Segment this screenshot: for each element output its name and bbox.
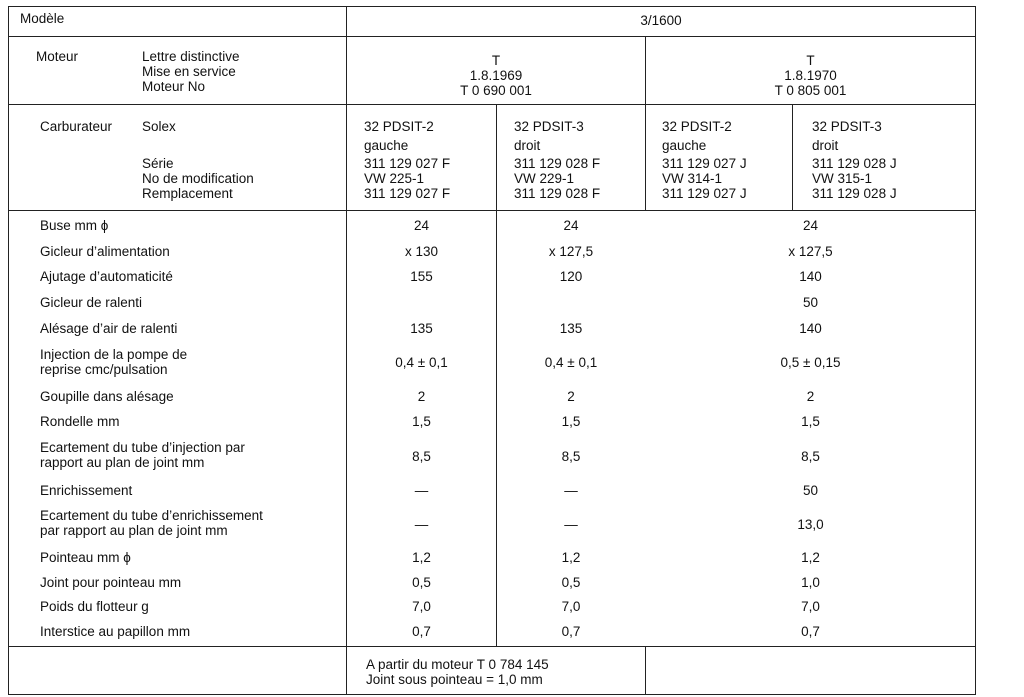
label-column-divider — [346, 6, 347, 695]
spec-value-b: 120 — [559, 269, 583, 284]
spec-value-a: — — [414, 517, 429, 532]
spec-label: Interstice au papillon mm — [40, 624, 191, 639]
spec-value-b: 135 — [559, 321, 583, 336]
spec-label: Ecartement du tube d’injection par rapport au plan de joint mm — [40, 440, 245, 470]
carburetor-details: 311 129 028 J VW 315-1 311 129 028 J — [812, 156, 897, 201]
engine-field-labels: Lettre distinctive Mise en service Moteur No — [142, 49, 240, 94]
carburetor-brand: Solex — [142, 119, 176, 134]
spec-value-c: 8,5 — [801, 449, 820, 464]
spec-label: Ecartement du tube d’enrichissement par rapport au plan de joint mm — [40, 508, 263, 538]
spec-value-a: 155 — [410, 269, 433, 284]
spec-label: Poids du flotteur g — [40, 599, 149, 614]
spec-value-a: 0,4 ± 0,1 — [395, 355, 448, 370]
carburetor-model: 32 PDSIT-2 — [364, 119, 434, 134]
engine-divider — [8, 104, 976, 105]
spec-value-c: 1,5 — [801, 414, 820, 429]
carburetor-details: 311 129 027 F VW 225-1 311 129 027 F — [364, 156, 451, 201]
spec-value-c: 50 — [802, 483, 819, 498]
engine-label: Moteur — [36, 49, 79, 64]
spec-value-a: 135 — [410, 321, 433, 336]
spec-value-c: 1,0 — [801, 575, 820, 590]
spec-value-c: x 127,5 — [788, 244, 833, 259]
spec-value-c: 2 — [806, 389, 815, 404]
spec-value-b: 24 — [563, 218, 579, 233]
spec-label: Buse mm ϕ — [40, 218, 109, 233]
spec-label: Gicleur d’alimentation — [40, 244, 170, 259]
spec-value-c: 7,0 — [801, 599, 820, 614]
spec-value-b: 7,0 — [561, 599, 581, 614]
spec-label: Rondelle mm — [40, 414, 120, 429]
spec-label: Goupille dans alésage — [40, 389, 174, 404]
spec-value-b: 2 — [567, 389, 575, 404]
carburetor-divider — [8, 210, 976, 211]
spec-label: Gicleur de ralenti — [40, 295, 143, 310]
spec-value-b: 0,7 — [561, 624, 581, 639]
carb-divider-2 — [645, 104, 646, 210]
carburetor-details: 311 129 028 F VW 229-1 311 129 028 F — [514, 156, 601, 201]
carburetor-label: Carburateur — [40, 119, 113, 134]
spec-value-b: 0,5 — [561, 575, 581, 590]
spec-value-a: 0,5 — [412, 575, 431, 590]
spec-value-c: 13,0 — [797, 517, 824, 532]
carb-divider-3 — [792, 104, 793, 210]
spec-value-a: — — [414, 483, 429, 498]
spec-label: Joint pour pointeau mm — [40, 575, 182, 590]
table-left-border — [8, 6, 9, 695]
spec-value-c: 0,7 — [801, 624, 820, 639]
model-value: 3/1600 — [640, 13, 682, 28]
footnote-right-divider — [645, 646, 646, 695]
spec-value-b: 0,4 ± 0,1 — [544, 355, 598, 370]
spec-label: Alésage d’air de ralenti — [40, 321, 178, 336]
table-top-border — [8, 6, 976, 7]
spec-value-a: 7,0 — [412, 599, 431, 614]
spec-value-a: 8,5 — [412, 449, 431, 464]
table-bottom-border — [8, 694, 976, 695]
spec-value-c: 140 — [799, 321, 822, 336]
carburetor-side: gauche — [364, 138, 409, 153]
carburetor-model: 32 PDSIT-3 — [514, 119, 584, 134]
carburetor-details: 311 129 027 J VW 314-1 311 129 027 J — [662, 156, 747, 201]
spec-value-c: 1,2 — [801, 550, 820, 565]
footnote-text: A partir du moteur T 0 784 145 Joint sous pointeau = 1,0 mm — [366, 657, 549, 687]
spec-value-a: 0,7 — [412, 624, 431, 639]
carburetor-side: droit — [812, 138, 839, 153]
carburetor-side: droit — [514, 138, 541, 153]
carburetor-model: 32 PDSIT-3 — [812, 119, 882, 134]
spec-value-c: 50 — [802, 295, 819, 310]
carburetor-model: 32 PDSIT-2 — [662, 119, 732, 134]
spec-value-b: — — [564, 517, 578, 532]
spec-label: Pointeau mm ϕ — [40, 550, 131, 565]
spec-value-b: 1,5 — [561, 414, 581, 429]
spec-label: Ajutage d’automaticité — [40, 269, 173, 284]
spec-value-a: 24 — [413, 218, 430, 233]
spec-value-a: 1,5 — [412, 414, 431, 429]
spec-value-b: 8,5 — [561, 449, 581, 464]
spec-label: Enrichissement — [40, 483, 133, 498]
model-label: Modèle — [20, 11, 65, 26]
engine-values-1970: T 1.8.1970 T 0 805 001 — [774, 53, 847, 98]
table-right-border — [975, 6, 976, 695]
spec-value-c: 0,5 ± 0,15 — [780, 355, 841, 370]
spec-label: Injection de la pompe de reprise cmc/pulsation — [40, 347, 188, 377]
spec-value-b: x 127,5 — [548, 244, 594, 259]
spec-value-a: x 130 — [404, 244, 439, 259]
spec-value-c: 140 — [799, 269, 822, 284]
engine-values-1969: T 1.8.1969 T 0 690 001 — [460, 53, 532, 98]
spec-value-b: — — [564, 483, 578, 498]
spec-value-c: 24 — [802, 218, 819, 233]
spec-value-a: 1,2 — [412, 550, 431, 565]
footnote-divider — [8, 646, 976, 647]
header-divider — [8, 36, 976, 37]
carburetor-side: gauche — [662, 138, 707, 153]
carburetor-field-labels: Série No de modification Remplacement — [142, 156, 254, 201]
spec-value-b: 1,2 — [561, 550, 581, 565]
spec-value-a: 2 — [417, 389, 426, 404]
